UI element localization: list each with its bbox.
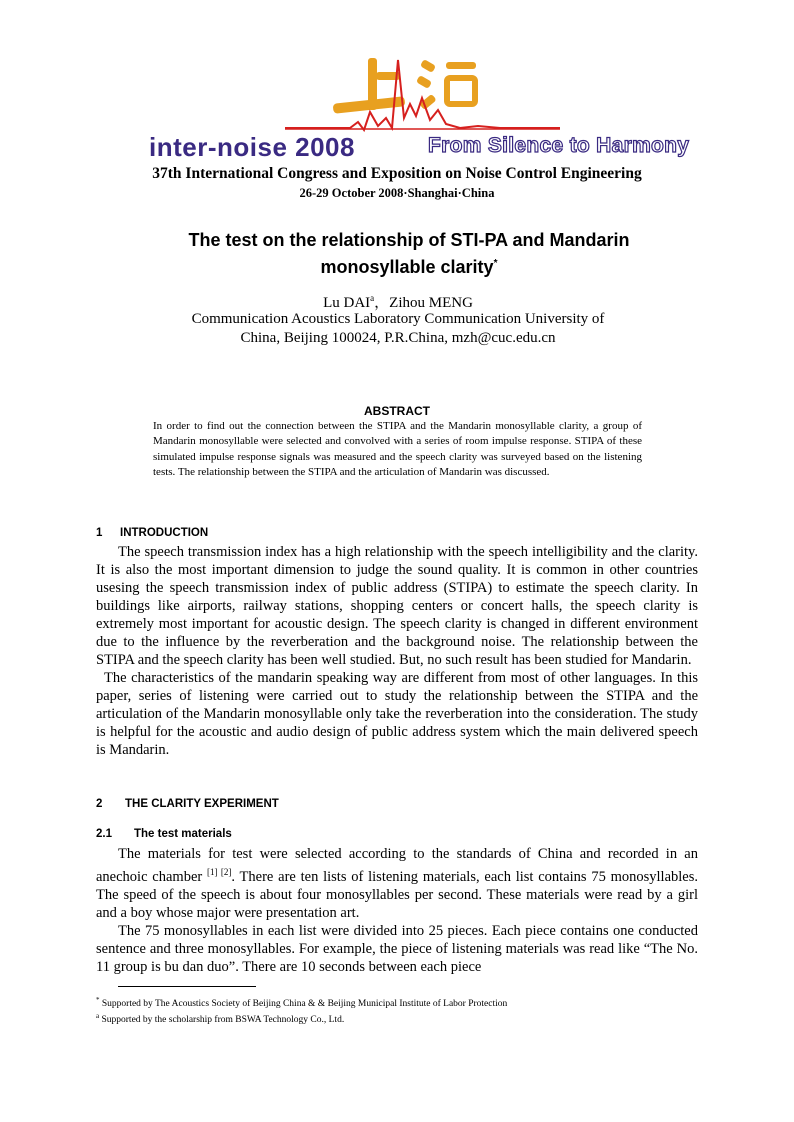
affiliation-line1: Communication Acoustics Laboratory Communication University of [191,311,605,327]
section-1-number: 1 [96,527,103,539]
section-2-1-heading [96,828,232,840]
paper-title [120,228,698,279]
author-1: Lu DAI [323,295,371,311]
section-2-1-body [96,845,698,976]
section-2-title: THE CLARITY EXPERIMENT [125,798,279,810]
conference-logo [0,0,794,170]
paper-title-line2: monosyllable clarity [320,257,494,277]
section-2-1-paragraph-1-start: The materials for test were selected according to the standards of China and recorded in an anechoic chamber [96,846,698,885]
section-2-heading [96,798,279,810]
section-1-title: INTRODUCTION [120,527,209,539]
footnote-1-mark: * [96,996,100,1004]
section-1-paragraph-2: The characteristics of the mandarin speaking way are different from most of other languages. In this paper, series of listening were carried out to study the relationship between the STIPA and the articulation of the Mandarin monosyllable only take the reverberation into the consideration. The study is helpful for the acoustic and audio design of public address system which the main delivered speech is Mandarin. [96,670,698,758]
footnote-1-text: Supported by The Acoustics Society of Beijing China & & Beijing Municipal Institute of Labor Protection [99,999,508,1010]
affiliation [150,310,646,348]
conference-dates: 26-29 October 2008·Shanghai·China [299,186,495,200]
author-2: Zihou MENG [389,295,473,311]
section-1-heading [96,527,208,539]
section-2-1-paragraph-2: The 75 monosyllables in each list were divided into 25 pieces. Each piece contains one conducted sentence and three monosyllables. For example, the piece of listening materials was read like “The No. 11 group is bu dan duo”. There are 10 seconds between each piece [96,922,698,975]
abstract-body: In order to find out the connection between the STIPA and the Mandarin monosyllable clarity, a group of Mandarin monosyllable were selected and convolved with a series of room impulse response. STIPA of these simulated impulse response signals was measured and the speech clarity was surveyed based on the listening tests. The relationship between the STIPA and the articulation of Mandarin was discussed. [153,420,642,478]
footnote-1 [96,996,507,1009]
affiliation-line2: China, Beijing 100024, P.R.China, mzh@cuc.edu.cn [240,330,556,346]
author-1-mark: a [370,293,375,303]
section-1-paragraph-1: The speech transmission index has a high relationship with the speech intelligibility and the clarity. It is also the most important dimension to judge the sound quality. It is common in other countries usesing the speech transmission index of public address (STIPA) to estimate the speech clarity. In buildings like airports, railway stations, shopping centers or concert halls, the speech clarity is extremely most important for acoustic design. The speech clarity is changed in different environment due to the influence by the reverberation and the background noise. The relationship between the STIPA and the speech clarity has been well studied. But, no such result has been studied for Mandarin. [96,544,698,668]
conference-title: 37th International Congress and Exposition on Noise Control Engineering [152,165,642,182]
footnote-2 [96,1012,344,1025]
footnote-divider [118,986,256,987]
section-2-1-title: The test materials [134,828,232,840]
authors [120,291,676,312]
section-2-1-paragraph-1 [96,845,698,922]
section-2-1-paragraph-1-end: . There are ten lists of listening materials, each list contains 75 monosyllables. The speed of the speech is about four monosyllables per second. These materials were read by a girl and a boy whose major were presentation art. [96,868,699,921]
waveform-line [285,60,560,130]
logo-wordmark: inter-noise 2008 [149,132,355,162]
paper-title-line1: The test on the relationship of STI-PA and Mandarin [188,230,630,250]
footnote-2-text: Supported by the scholarship from BSWA Technology Co., Ltd. [99,1015,345,1026]
title-footnote-mark: * [493,258,498,269]
section-2-1-number: 2.1 [96,828,112,840]
author-separator: ， [374,295,390,311]
citation: [1] [2] [207,867,232,877]
section-1-body [96,543,698,759]
logo-slogan: From Silence to Harmony [428,134,690,157]
section-2-number: 2 [96,798,103,810]
footnote-2-mark: a [96,1012,100,1020]
abstract-heading: ABSTRACT [364,404,430,418]
